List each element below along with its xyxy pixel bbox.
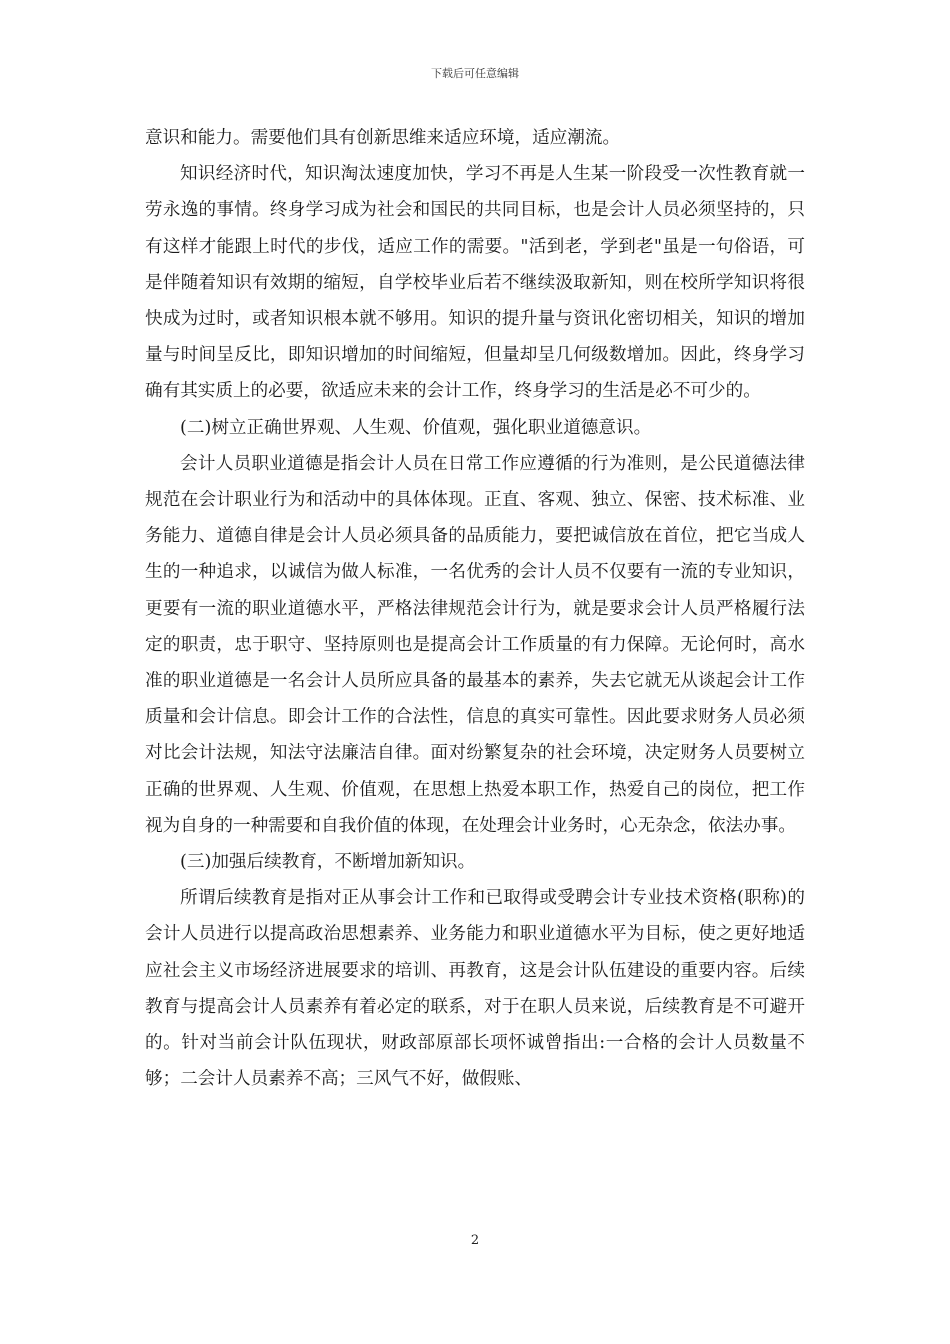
document-body: [145, 120, 805, 1097]
paragraph: 知识经济时代，知识淘汰速度加快，学习不再是人生某一阶段受一次性教育就一劳永逸的事情。终身学习成为社会和国民的共同目标，也是会计人员必须坚持的，只有这样才能跟上时代的步伐，适应工作的需要。"活到老，学到老"虽是一句俗语，可是伴随着知识有效期的缩短，自学校毕业后若不继续汲取新知，则在校所学知识将很快成为过时，或者知识根本就不够用。知识的提升量与资讯化密切相关，知识的增加量与时间呈反比，即知识增加的时间缩短，但量却呈几何级数增加。因此，终身学习确有其实质上的必要，欲适应未来的会计工作，终身学习的生活是必不可少的。: [145, 164, 805, 402]
paragraph: 意识和能力。需要他们具有创新思维来适应环境，适应潮流。: [145, 128, 621, 148]
section-heading: (三)加强后续教育，不断增加新知识。: [180, 852, 476, 873]
page-header: 下载后可任意编辑: [431, 67, 519, 80]
paragraph: 所谓后续教育是指对正从事会计工作和已取得或受聘会计专业技术资格(职称)的会计人员进行以提高政治思想素养、业务能力和职业道德水平为目标，使之更好地适应社会主义市场经济进展要求的培训、再教育，这是会计队伍建设的重要内容。后续教育与提高会计人员素养有着必定的联系，对于在职人员来说，后续教育是不可避开的。针对当前会计队伍现状，财政部原部长项怀诚曾指出:一合格的会计人员数量不够；二会计人员素养不高；三风气不好，做假账、: [145, 888, 805, 1090]
paragraph: 会计人员职业道德是指会计人员在日常工作应遵循的行为准则，是公民道德法律规范在会计职业行为和活动中的具体体现。正直、客观、独立、保密、技术标准、业务能力、道德自律是会计人员必须具备的品质能力，要把诚信放在首位，把它当成人生的一种追求，以诚信为做人标准，一名优秀的会计人员不仅要有一流的专业知识，更要有一流的职业道德水平，严格法律规范会计行为，就是要求会计人员严格履行法定的职责，忠于职守、坚持原则也是提高会计工作质量的有力保障。无论何时，高水准的职业道德是一名会计人员所应具备的最基本的素养，失去它就无从谈起会计工作质量和会计信息。即会计工作的合法性，信息的真实可靠性。因此要求财务人员必须对比会计法规，知法守法廉洁自律。面对纷繁复杂的社会环境，决定财务人员要树立正确的世界观、人生观、价值观，在思想上热爱本职工作，热爱自己的岗位，把工作视为自身的一种需要和自我价值的体现，在处理会计业务时，心无杂念，依法办事。: [145, 453, 805, 836]
section-heading: (二)树立正确世界观、人生观、价值观，强化职业道德意识。: [180, 417, 652, 438]
page-number: 2: [470, 1233, 480, 1248]
